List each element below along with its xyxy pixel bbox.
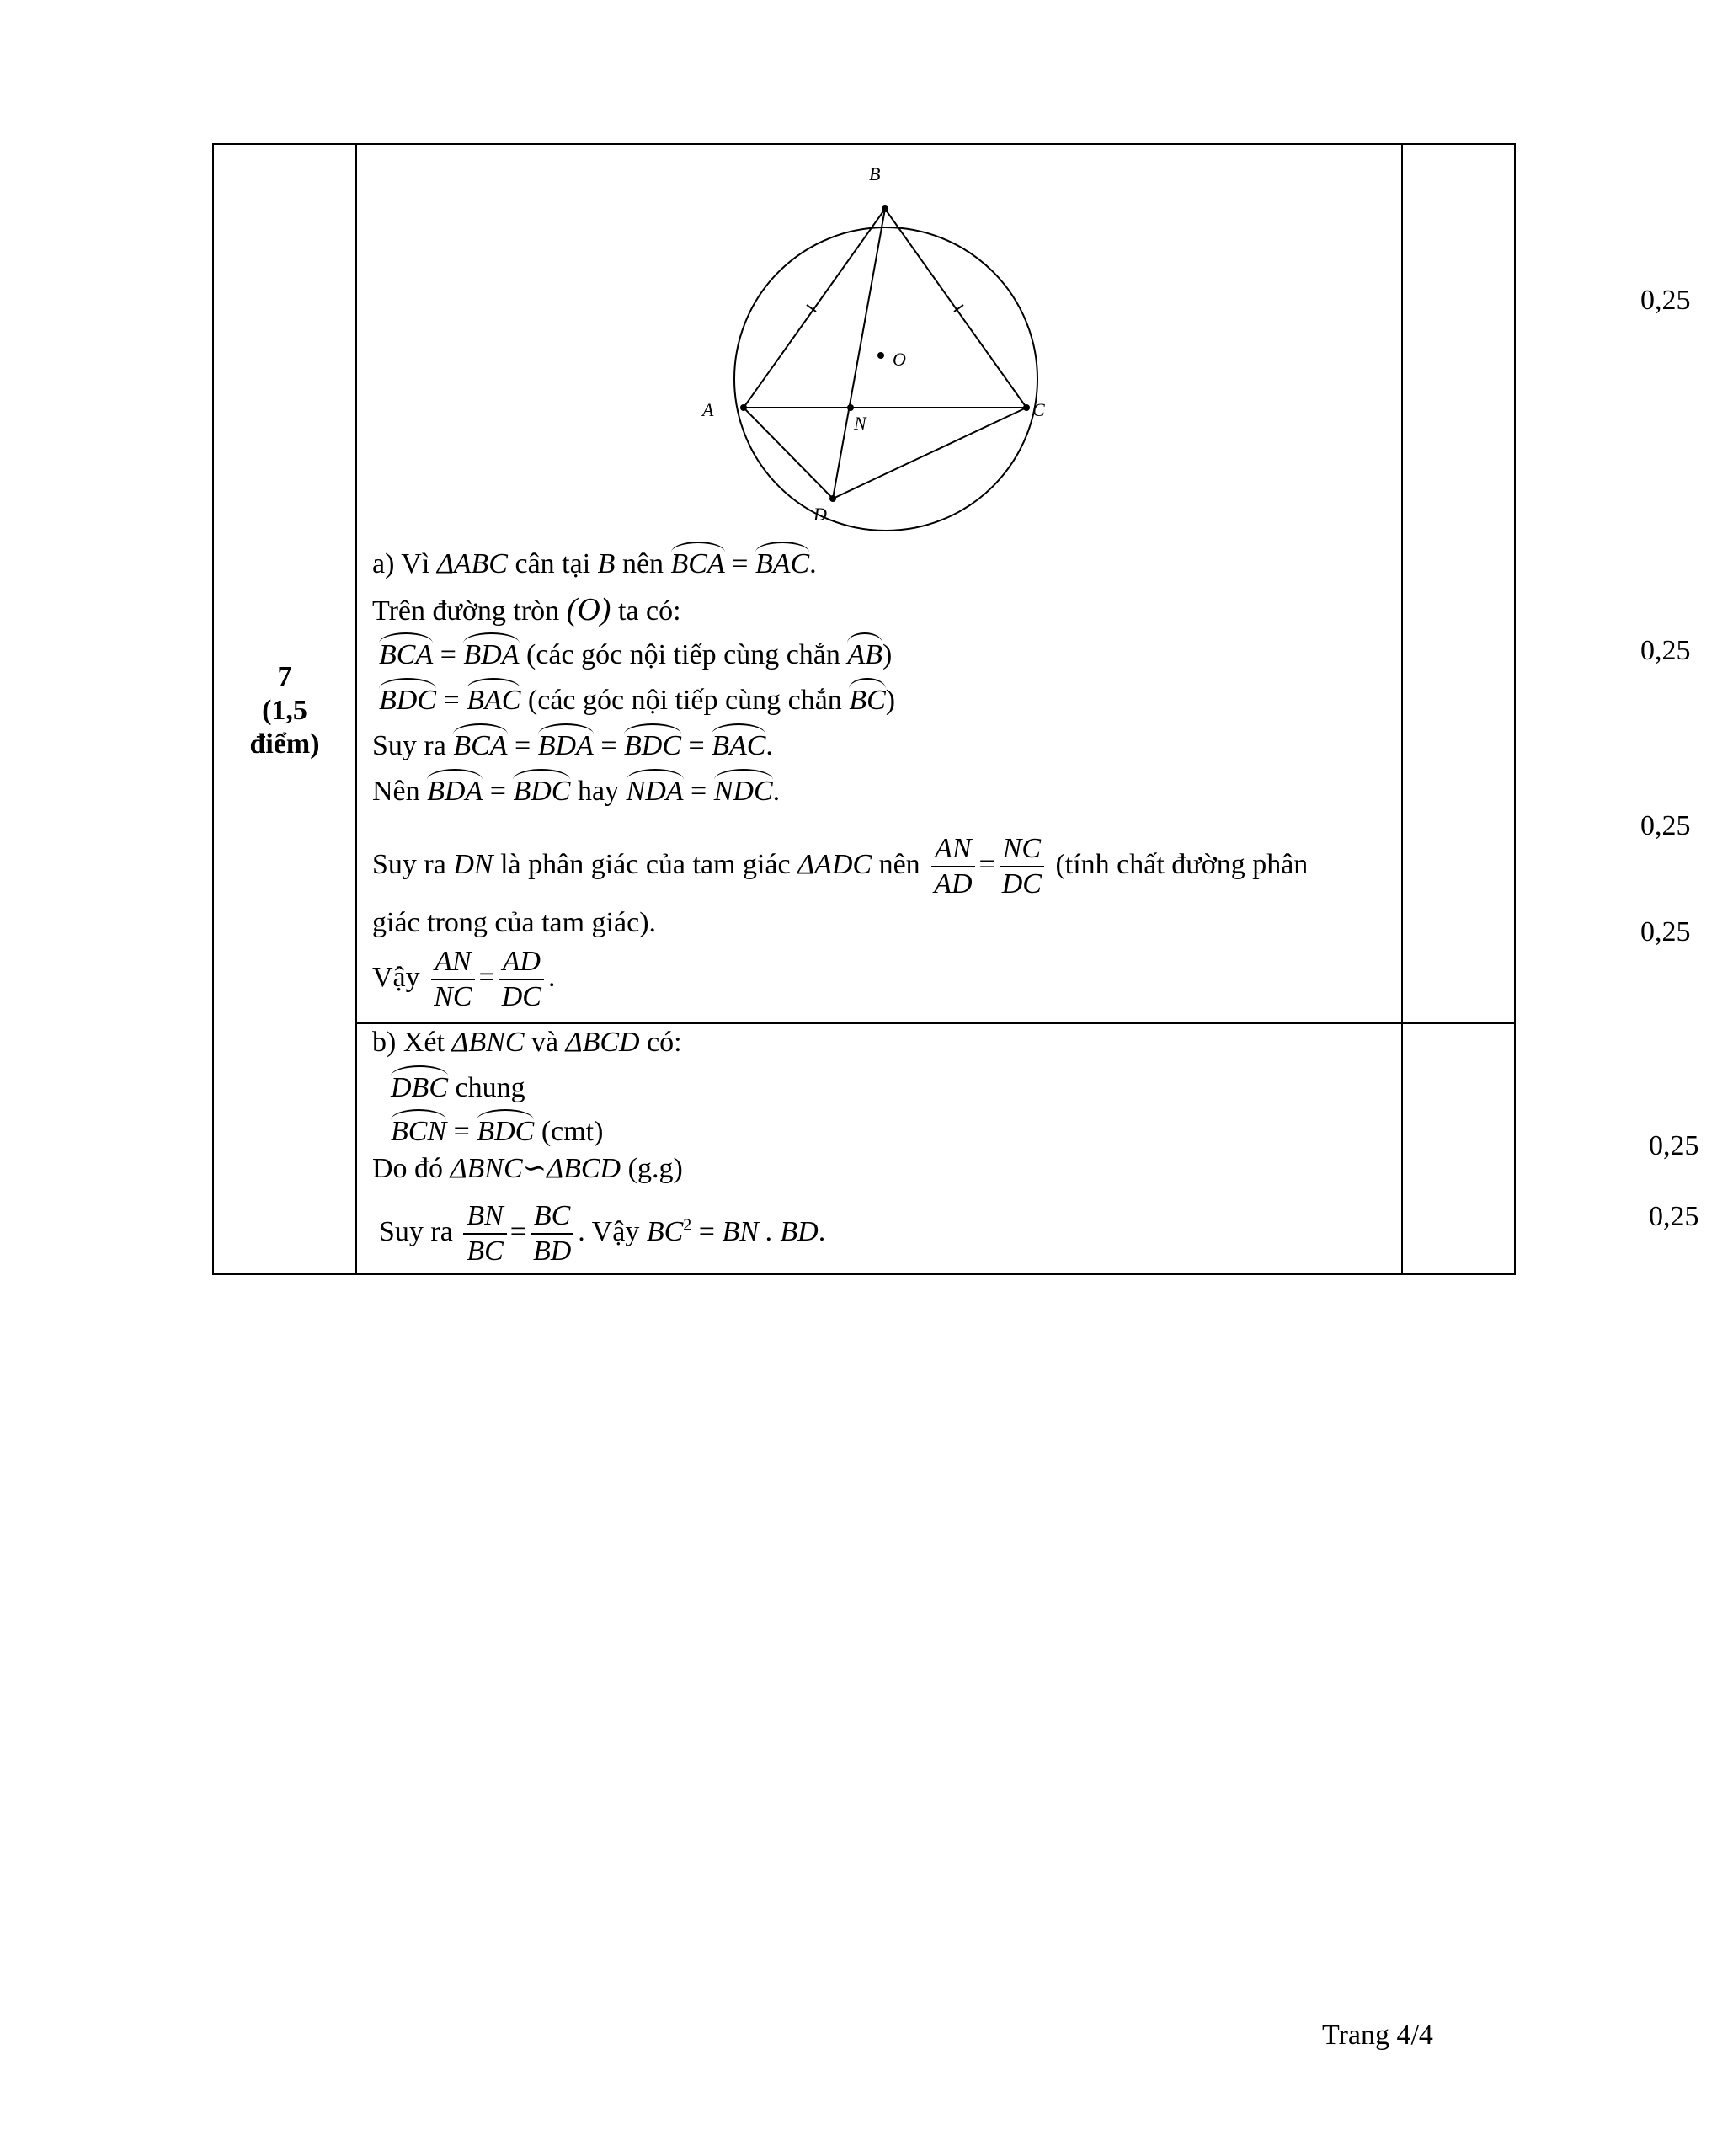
fraction xyxy=(999,832,1045,901)
angle: BAC xyxy=(467,685,521,716)
score: 0,25 xyxy=(1640,285,1691,316)
geometry-figure xyxy=(214,145,1517,667)
angle: BCN xyxy=(391,1116,447,1147)
segment-name: DN xyxy=(453,848,493,880)
row-divider xyxy=(355,1022,1514,1024)
circle-name: (O) xyxy=(566,592,611,627)
label-n: N xyxy=(854,413,866,434)
fraction xyxy=(930,832,975,901)
math: BN . BD xyxy=(722,1215,819,1247)
denominator: BD xyxy=(532,1235,572,1267)
angle: BDC xyxy=(477,1116,535,1147)
text: Suy ra xyxy=(379,1215,453,1247)
vertex: B xyxy=(597,548,616,579)
fraction xyxy=(463,1199,506,1268)
question-points: (1,5 xyxy=(262,695,307,726)
part-b-line-1 xyxy=(372,1026,682,1059)
numerator: NC xyxy=(1000,832,1044,867)
label-d: D xyxy=(813,504,827,525)
part-a-line-4: BDC = BAC (các góc nội tiếp cùng chắn BC) xyxy=(379,685,896,716)
page-number: Trang 4/4 xyxy=(1322,2020,1433,2051)
part-a-line-5: Suy ra BCA = BDA = BDC = BAC. xyxy=(372,730,773,761)
segment-ad xyxy=(744,408,833,499)
question-number-cell xyxy=(214,660,355,761)
score: 0,25 xyxy=(1640,635,1691,666)
segment-ab xyxy=(744,209,885,408)
text: Nên xyxy=(372,776,420,807)
text: và xyxy=(531,1027,559,1058)
text: nên xyxy=(621,548,664,579)
part-a-line-7: Suy ra DN là phân giác của tam giác ΔADC nên $\frac{AN}{AD}$ = $\frac{NC}{DC}$ (tính chất đường phân xyxy=(372,833,1309,899)
text: là phân giác của tam giác xyxy=(500,848,791,880)
triangle: ΔBNC xyxy=(451,1027,525,1058)
angle: DBC xyxy=(391,1072,448,1103)
score: 0,25 xyxy=(1640,916,1691,947)
text: ta có: xyxy=(617,595,681,627)
text: (các góc nội tiếp cùng chắn xyxy=(526,639,840,670)
arc: AB xyxy=(847,639,882,670)
point-b xyxy=(882,205,888,212)
text: (g.g) xyxy=(627,1153,683,1184)
point-n xyxy=(847,404,854,411)
question-points-unit: điểm) xyxy=(249,728,320,760)
text: (tính chất đường phân xyxy=(1055,848,1309,880)
text: b) Xét xyxy=(372,1027,445,1058)
angle: BDC xyxy=(624,730,682,761)
angle: BDA xyxy=(537,730,594,761)
text: (cmt) xyxy=(541,1116,604,1147)
text: nên xyxy=(878,848,920,880)
denominator: NC xyxy=(434,981,472,1012)
text: Suy ra xyxy=(372,848,446,880)
angle: BCA xyxy=(453,730,508,761)
text: (các góc nội tiếp cùng chắn xyxy=(527,685,842,716)
label-a: A xyxy=(702,399,714,420)
triangle: ΔBNC xyxy=(450,1153,523,1184)
text: Do đó xyxy=(372,1153,444,1184)
label-o: O xyxy=(893,349,906,370)
part-b-line-5: Suy ra $\frac{BN}{BC}$ = $\frac{BC}{BD}$ . Vậy $BC^2$ = BN . BD. xyxy=(379,1200,826,1267)
circle-o xyxy=(734,227,1037,531)
fraction xyxy=(499,945,545,1014)
part-a-line-2 xyxy=(372,593,681,628)
angle: BAC xyxy=(712,730,766,761)
score: 0,25 xyxy=(1649,1201,1699,1232)
text: Vậy xyxy=(372,961,420,993)
point-a xyxy=(740,404,747,411)
part-b-line-4 xyxy=(372,1152,683,1186)
text: a) Vì xyxy=(372,548,430,579)
angle: NDC xyxy=(713,776,773,807)
part-b-line-2 xyxy=(391,1071,525,1105)
arc: BC xyxy=(849,685,886,716)
triangle: ΔBCD xyxy=(547,1153,621,1184)
numerator: BC xyxy=(531,1199,573,1235)
denominator: BC xyxy=(467,1235,504,1267)
numerator: AD xyxy=(499,945,544,980)
math: BC xyxy=(646,1215,684,1247)
answer-table xyxy=(212,143,1699,1275)
part-a-line-8 xyxy=(372,906,656,940)
similar-symbol: ∽ xyxy=(522,1153,547,1184)
fraction xyxy=(430,945,475,1014)
triangle: ΔADC xyxy=(797,848,872,880)
text: Suy ra xyxy=(372,730,446,761)
label-b: B xyxy=(869,163,881,184)
text: . Vậy xyxy=(578,1215,640,1247)
angle: BDA xyxy=(427,776,483,807)
point-c xyxy=(1023,404,1030,411)
score: 0,25 xyxy=(1640,810,1691,841)
part-a-line-6: Nên BDA = BDC hay NDA = NDC. xyxy=(372,776,781,807)
triangle: ΔBCD xyxy=(565,1027,640,1058)
text: chung xyxy=(455,1072,525,1103)
text: hay xyxy=(577,776,620,807)
text: Trên đường tròn xyxy=(372,595,560,627)
score: 0,25 xyxy=(1649,1130,1699,1161)
denominator: DC xyxy=(1001,868,1042,899)
text: có: xyxy=(647,1027,682,1058)
segment-bc xyxy=(885,209,1026,408)
point-d xyxy=(829,495,836,502)
part-b-line-3: BCN = BDC (cmt) xyxy=(391,1116,604,1147)
text: giác trong của tam giác). xyxy=(372,907,657,938)
segment-bd xyxy=(833,209,885,499)
label-c: C xyxy=(1032,399,1045,420)
numerator: AN xyxy=(931,832,974,867)
denominator: DC xyxy=(501,981,541,1012)
angle: BCA xyxy=(379,639,434,670)
part-a-line-3: BCA = BDA (các góc nội tiếp cùng chắn AB) xyxy=(379,639,893,670)
angle: BAC xyxy=(755,548,810,579)
angle: BDC xyxy=(513,776,571,807)
part-a-line-1: a) Vì ΔABC cân tại B nên BCA = BAC. xyxy=(372,548,817,579)
angle: BDC xyxy=(379,685,436,716)
fraction xyxy=(530,1199,574,1268)
text: cân tại xyxy=(515,548,591,579)
triangle: ΔABC xyxy=(436,548,508,579)
angle: BCA xyxy=(670,548,725,579)
part-a-line-9: Vậy $\frac{AN}{NC}$ = $\frac{AD}{DC}$ . xyxy=(372,946,556,1012)
numerator: BN xyxy=(463,1199,506,1235)
numerator: AN xyxy=(431,945,474,980)
exponent: 2 xyxy=(683,1215,692,1235)
angle: BDA xyxy=(463,639,520,670)
angle: NDA xyxy=(626,776,684,807)
denominator: AD xyxy=(934,868,973,899)
point-o xyxy=(877,352,884,359)
question-number: 7 xyxy=(277,661,292,692)
